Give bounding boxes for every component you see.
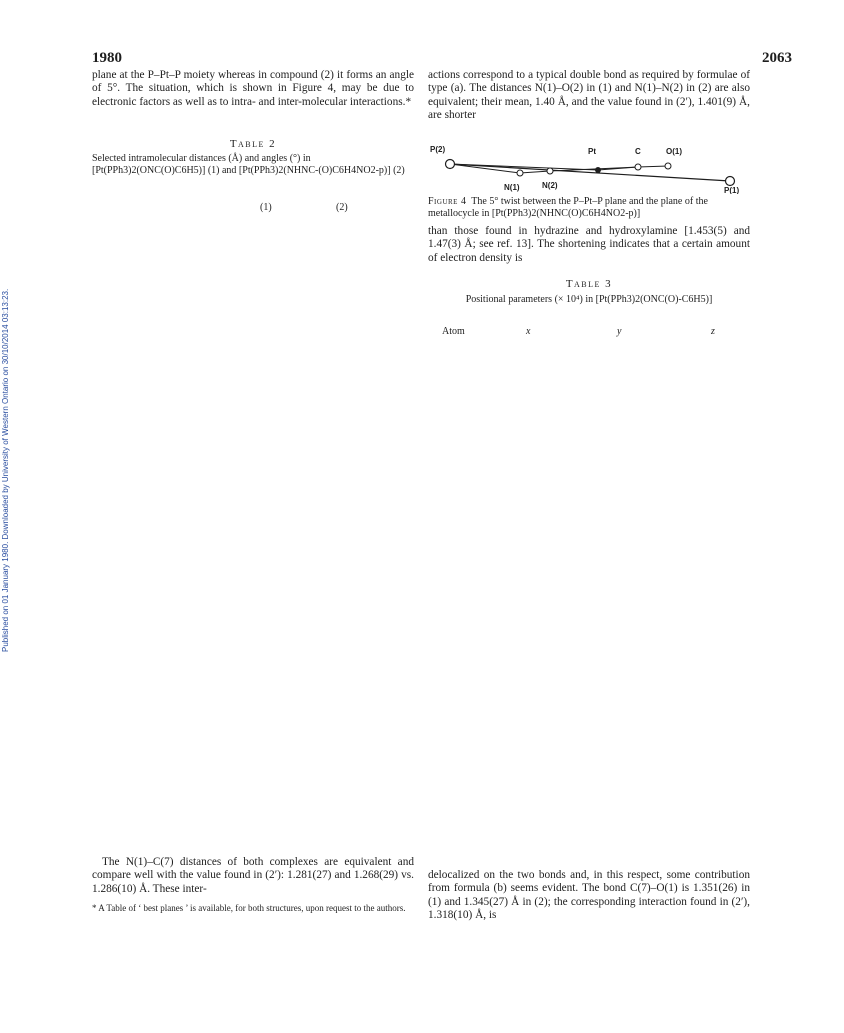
table2-col2-header: (2) [336, 202, 348, 213]
label-n1: N(1) [504, 183, 520, 192]
table2-label: Table 2 [229, 138, 277, 150]
table3-header-y: y [617, 326, 622, 337]
label-p1: P(1) [724, 186, 740, 194]
publication-sidebar: Published on 01 January 1980. Downloaded by University of Western Ontario on 30/10/2014 03:13:23. [1, 288, 10, 652]
figure4-diagram [428, 142, 750, 194]
table2-col1-header: (1) [260, 202, 272, 213]
right-bottom-text: delocalized on the two bonds and, in this respect, some contribution from formula (b) seems evident. The bond C(7)–O(1) is 1.351(26) in (1) and 1.345(27) Å in (2); the corresponding interaction found in (2′), 1.318(10) Å, is [428, 869, 750, 922]
right-top-paragraph [428, 69, 750, 123]
right-mid-text: than those found in hydrazine and hydroxylamine [1.453(5) and 1.47(3) Å; see ref. 13]. The shortening indicates that a certain amount of electron density is [428, 225, 750, 264]
left-bottom-paragraph [92, 856, 414, 896]
table3-caption: Positional parameters (× 10⁴) in [Pt(PPh3)2(ONC(O)-C6H5)] [465, 294, 713, 305]
p2-atom-marker [446, 160, 455, 169]
pt-atom-marker [595, 167, 601, 173]
left-top-text: plane at the P–Pt–P moiety whereas in compound (2) it forms an angle of 5°. The situation, which is shown in Figure 4, may be due to electronic factors as well as to intra- and inter-molecular interactions.* [92, 69, 414, 108]
label-n2: N(2) [542, 181, 558, 190]
table3-header-z: z [711, 326, 715, 337]
figure4-caption-label: Figure 4 [428, 196, 467, 207]
right-top-text: actions correspond to a typical double bond as required by formulae of type (a). The distances N(1)–O(2) in (1) and N(1)–N(2) in (2) are also equivalent; their mean, 1.40 Å, and the value found in (2′), 1.401(9) Å, are shorter [428, 69, 750, 122]
table2-caption: Selected intramolecular distances (Å) and angles (°) in [Pt(PPh3)2(ONC(O)C6H5)] (1) and [Pt(PPh3)2(NHNC-(O)C6H4NO2-p)] (2) [92, 153, 405, 176]
left-bottom-text: The N(1)–C(7) distances of both complexes are equivalent and compare well with the value found in (2′): 1.281(27) and 1.268(29) vs. 1.286(10) Å. These inter- [92, 856, 414, 895]
table3-header-x: x [526, 326, 531, 337]
p1-atom-marker [726, 177, 735, 186]
right-bottom-paragraph [428, 869, 750, 923]
o1-atom-marker [665, 163, 671, 169]
n1-atom-marker [517, 170, 523, 176]
footnote: * A Table of ‘ best planes ’ is available, for both structures, upon request to the authors. [92, 903, 406, 913]
label-c: C [635, 147, 641, 156]
right-page-number: 2063 [762, 50, 792, 66]
table3-header-atom: Atom [442, 326, 465, 337]
figure4-caption-text: The 5° twist between the P–Pt–P plane and the plane of the metallocycle in [Pt(PPh3)2(NHNC(O)C6H4NO2-p)] [428, 196, 708, 219]
table3-label: Table 3 [565, 278, 613, 290]
label-pt: Pt [588, 147, 596, 156]
right-mid-paragraph [428, 225, 750, 265]
left-page-number: 1980 [92, 50, 122, 66]
label-p2: P(2) [430, 145, 446, 154]
c-atom-marker [635, 164, 641, 170]
label-o1: O(1) [666, 147, 682, 156]
n2-atom-marker [547, 168, 553, 174]
left-top-paragraph [92, 69, 414, 109]
figure4-caption [428, 196, 750, 220]
